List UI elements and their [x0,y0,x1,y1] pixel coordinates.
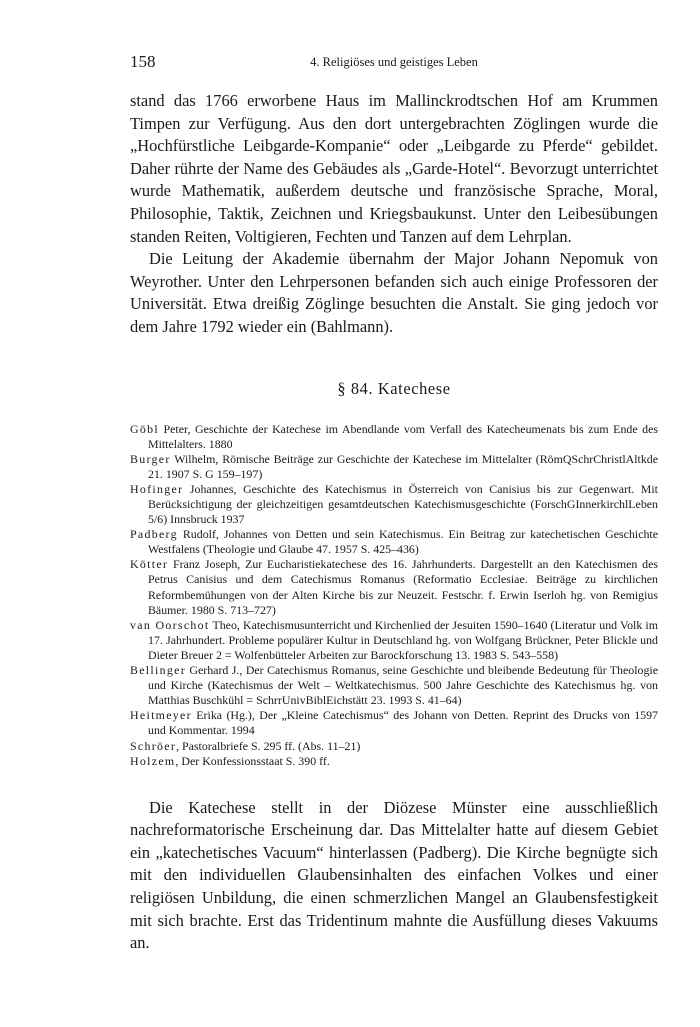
bibliography-entry [130,739,658,754]
page-number: 158 [130,52,156,71]
bibliography-author: Hofinger [130,481,184,496]
bibliography-author: Schröer [130,738,177,753]
bibliography-entry [130,708,658,738]
bibliography-text: Erika (Hg.), Der „Kleine Catechismus“ des Johann von Detten. Reprint des Drucks von 1597 und Kommentar. 1994 [148,708,658,738]
bibliography-list [130,422,658,769]
bibliography-author: Kötter [130,557,169,572]
section-intro-text [130,797,658,955]
bibliography-text: Gerhard J., Der Catechismus Romanus, seine Geschichte und bleibende Bedeutung für Theologie und Kirche (Katechismus der Welt – Weltkatechismus. 500 Jahre Geschichte des Katechismus hg. von Matthias Buschkühl = SchrrUnivBiblEichstätt 23. 1993 S. 41–64) [148,663,658,708]
bibliography-author: Padberg [130,527,178,542]
bibliography-text: Theo, Katechismusunterricht und Kirchenlied der Jesuiten 1590–1640 (Literatur und Volk im 17. Jahrhundert. Probleme populärer Kultur in Deutschland hg. von Wolfgang Brückner, Peter Blickle und Dieter Breuer 2 = Wolfenbütteler Arbeiten zur Barockforschung 13. 1983 S. 543–558) [148,617,658,662]
section-heading: § 84. Katechese [337,378,451,398]
running-title: 4. Religiöses und geistiges Leben [310,55,478,69]
bibliography-text: Franz Joseph, Zur Eucharistiekatechese des 16. Jahrhunderts. Dargestellt an den Katechismen des Petrus Canisius und dem Catechismus Romanus (Reformatio Ecclesiae. Beiträge zu kirchlichen Reformbemühungen von der Alten Kirche bis zur Neuzeit. Festschr. f. Erwin Iserloh hg. von Remigius Bäumer. 1980 S. 713–727) [148,557,658,617]
bibliography-text: Johannes, Geschichte des Katechismus in Österreich von Canisius bis zur Gegenwart. Mit Berücksichtigung der gleichzeitigen gesamtdeutschen Katechismusgeschichte (ForschGInnerkirchlLeben 5/6) Innsbruck 1937 [148,481,658,527]
book-page [130,52,658,955]
bibliography-text: Peter, Geschichte der Katechese im Abendlande vom Verfall des Katecheumenats bis zum Ende des Mittelalters. 1880 [148,421,658,451]
body-text [130,90,658,339]
bibliography-entry [130,422,658,452]
bibliography-text: Wilhelm, Römische Beiträge zur Geschichte der Katechese im Mittelalter (RömQSchrChristlAltkde 21. 1907 S. G 159–197) [148,451,658,481]
bibliography-author: van Oorschot [130,617,210,632]
bibliography-author: Holzem [130,753,176,768]
bibliography-entry [130,663,658,708]
intro-paragraph: Die Katechese stellt in der Diözese Münster eine ausschließlich nachreformatorische Erscheinung dar. Das Mittelalter hatte auf diesem Gebiet ein „katechetisches Vacuum“ hinterlassen (Padberg). Die Kirche begnügte sich mit den individuellen Glaubensinhalten des einfachen Volkes und einer religiösen Unbildung, die einen schmerzlichen Mangel an Glaubensfestigkeit mit sich brachte. Erst das Tridentinum mahnte die Ausfüllung dieses Vakuums an. [130,797,658,953]
bibliography-entry [130,482,658,527]
bibliography-author: Heitmeyer [130,708,192,723]
body-paragraph: stand das 1766 erworbene Haus im Mallinckrodtschen Hof am Krummen Timpen zur Verfügung. Aus den dort untergebrachten Zöglingen wurde die „Hochfürstliche Leibgarde-Kompanie“ oder „Leibgarde zu Pferde“ gebildet. Daher rührte der Name des Gebäudes als „Garde-Hotel“. Bevorzugt unterrichtet wurde Mathematik, außerdem deutsche und französische Sprache, Moral, Philosophie, Taktik, Zeichnen und Kriegsbaukunst. Unter den Leibesübungen standen Reiten, Voltigieren, Fechten und Tanzen auf dem Lehrplan. [130,91,658,246]
running-head [130,52,658,76]
bibliography-author: Bellinger [130,663,186,678]
bibliography-entry [130,557,658,617]
bibliography-text: Rudolf, Johannes von Detten und sein Katechismus. Ein Beitrag zur katechetischen Geschichte Westfalens (Theologie und Glaube 47. 1957 S. 425–436) [148,527,658,557]
bibliography-entry [130,452,658,482]
bibliography-entry [130,618,658,663]
bibliography-author: Burger [130,451,171,466]
bibliography-entry [130,527,658,557]
bibliography-author: Göbl [130,421,159,436]
bibliography-text: , Der Konfessionsstaat S. 390 ff. [175,753,330,768]
bibliography-text: , Pastoralbriefe S. 295 ff. (Abs. 11–21) [176,738,361,753]
body-paragraph: Die Leitung der Akademie übernahm der Major Johann Nepomuk von Weyrother. Unter den Lehrpersonen befanden sich auch einige Professoren der Universität. Etwa dreißig Zöglinge besuchten die Anstalt. Sie ging jedoch vor dem Jahre 1792 wieder ein (Bahlmann). [130,249,658,336]
bibliography-entry [130,754,658,769]
